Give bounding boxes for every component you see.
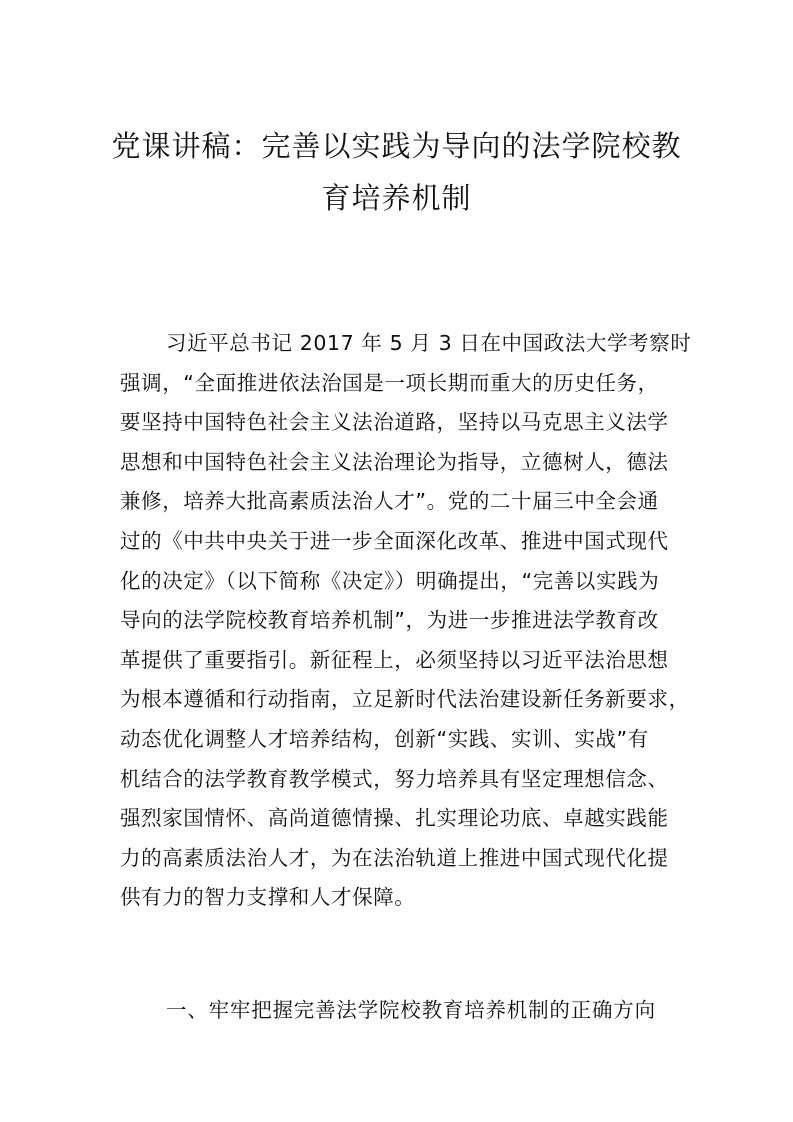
body-paragraph	[120, 324, 692, 918]
title-line-1: 党课讲稿：完善以实践为导向的法学院校教	[111, 129, 682, 163]
section-heading: 一、牢牢把握完善法学院校教育培养机制的正确方向	[166, 998, 656, 1022]
paragraph-line: 要坚持中国特色社会主义法治道路，坚持以马克思主义法学	[120, 410, 669, 435]
paragraph-line: 为根本遵循和行动指南，立足新时代法治建设新任务新要求，	[120, 687, 690, 712]
paragraph-line: 革提供了重要指引。新征程上，必须坚持以习近平法治思想	[120, 647, 669, 672]
paragraph-line: 兼修，培养大批高素质法治人才”。党的二十届三中全会通	[120, 489, 659, 514]
title-line-2: 育培养机制	[321, 181, 472, 215]
paragraph-line: 习近平总书记 2017 年 5 月 3 日在中国政法大学考察时	[166, 331, 692, 355]
paragraph-line: 化的决定》（以下简称《决定》）明确提出，“完善以实践为	[120, 568, 660, 593]
paragraph-line: 强调，“全面推进依法治国是一项长期而重大的历史任务，	[120, 370, 659, 395]
paragraph-line: 动态优化调整人才培养结构，创新“实践、实训、实战”有	[120, 726, 649, 751]
paragraph-line: 力的高素质法治人才，为在法治轨道上推进中国式现代化提	[120, 845, 669, 870]
paragraph-line: 供有力的智力支撑和人才保障。	[120, 885, 416, 910]
paragraph-line: 过的《中共中央关于进一步全面深化改革、推进中国式现代	[120, 528, 669, 553]
paragraph-line: 导向的法学院校教育培养机制”，为进一步推进法学教育改	[120, 608, 659, 633]
document-title	[100, 120, 693, 224]
paragraph-line: 机结合的法学教育教学模式，努力培养具有坚定理想信念、	[120, 766, 669, 791]
paragraph-line: 思想和中国特色社会主义法治理论为指导，立德树人，德法	[120, 449, 669, 474]
paragraph-line: 强烈家国情怀、高尚道德情操、扎实理论功底、卓越实践能	[120, 806, 669, 831]
